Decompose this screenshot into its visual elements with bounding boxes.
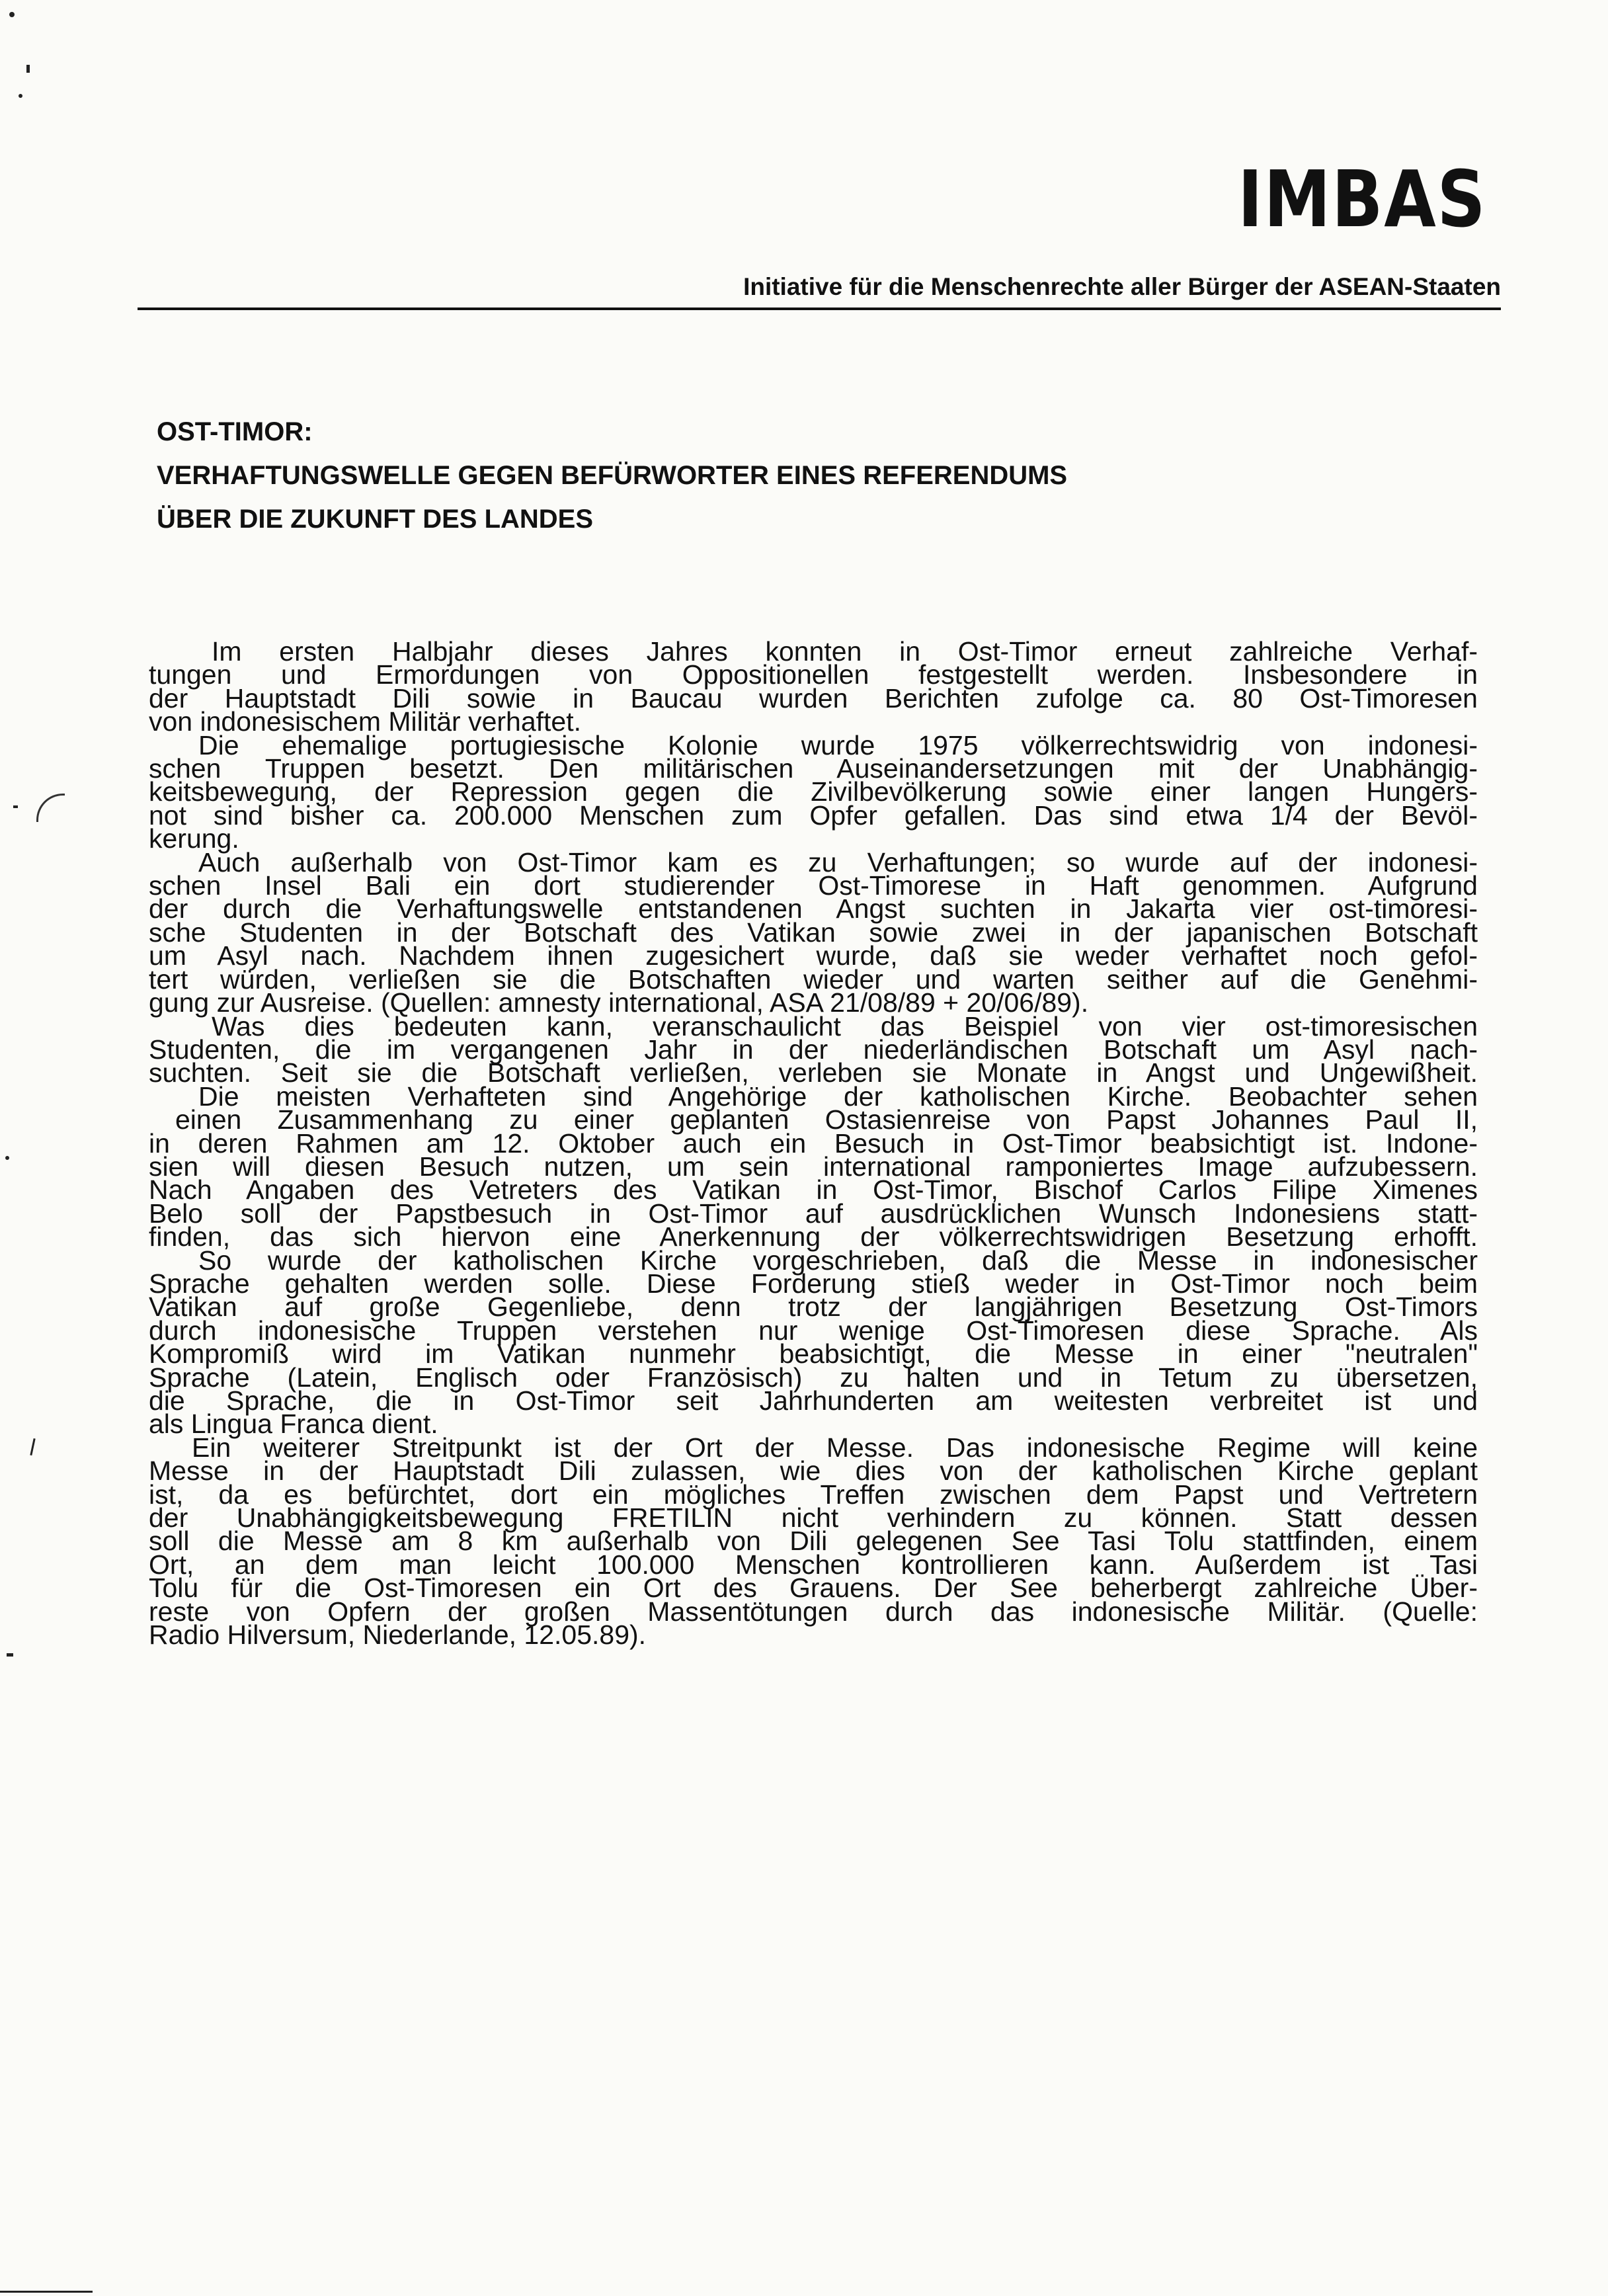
header-rule [138,308,1501,310]
body-line: Die meisten Verhafteten sind Angehörige der katholischen Kirche. Beobachter sehen [198,1081,1478,1112]
body-line: Was dies bedeuten kann, veranschaulicht das Beispiel von vier ost-timoresischen [212,1010,1478,1042]
body-line: sien will diesen Besuch nutzen, um sein international ramponiertes Image aufzubessern. [149,1151,1478,1182]
body-line: einen Zusammenhang zu einer geplanten Ostasienreise von Papst Johannes Paul II, [175,1104,1478,1135]
scan-speck [30,1438,35,1456]
body-line: not sind bisher ca. 200.000 Menschen zum Opfer gefallen. Das sind etwa 1/4 der Bevöl- [149,800,1478,831]
title-line: ÜBER DIE ZUKUNFT DES LANDES [157,505,594,534]
scan-edge [0,2291,93,2293]
body-line: Sprache gehalten werden solle. Diese Forderung stieß weder in Ost-Timor noch beim [149,1268,1478,1299]
body-line: Kompromiß wird im Vatikan nunmehr beabsichtigt, die Messe in einer "neutralen" [149,1338,1478,1370]
article-title [157,410,1413,541]
body-line: Im ersten Halbjahr dieses Jahres konnten in Ost-Timor erneut zahlreiche Verhaf- [212,636,1478,667]
organization-tagline: Initiative für die Menschenrechte aller Bürger der ASEAN-Staaten [743,273,1501,300]
body-line: soll die Messe am 8 km außerhalb von Dili gelegenen See Tasi Tolu stattfinden, einem [149,1526,1478,1557]
scan-speck [19,94,22,98]
body-line: die Sprache, die in Ost-Timor seit Jahrhunderten am weitesten verbreitet ist und [149,1385,1478,1416]
body-line: der durch die Verhaftungswelle entstandenen Angst suchten in Jakarta vier ost-timoresi- [149,893,1478,924]
body-line: Belo soll der Papstbesuch in Ost-Timor auf ausdrücklichen Wunsch Indonesiens statt- [149,1198,1478,1229]
body-line: von indonesischem Militär verhaftet. [149,706,582,737]
imbas-logo: IMBAS [1238,153,1487,245]
scan-speck [26,65,30,73]
body-line: als Lingua Franca dient. [149,1409,438,1440]
body-line: Vatikan auf große Gegenliebe, denn trotz der langjährigen Besetzung Ost-Timors [149,1292,1478,1323]
title-line: VERHAFTUNGSWELLE GEGEN BEFÜRWORTER EINES REFERENDUMS [157,461,1068,490]
body-line: schen Insel Bali ein dort studierender Ost-Timorese in Haft genommen. Aufgrund [149,870,1478,901]
body-line: Die ehemalige portugiesische Kolonie wurde 1975 völkerrechtswidrig von indonesi- [198,729,1478,760]
body-line: Ort, an dem man leicht 100.000 Menschen kontrollieren kann. Außerdem ist Tasi [149,1549,1478,1580]
body-line: Tolu für die Ost-Timoresen ein Ort des Grauens. Der See beherbergt zahlreiche Über- [149,1573,1478,1604]
body-line: suchten. Seit sie die Botschaft verließen, verleben sie Monate in Angst und Ungewißheit. [149,1057,1478,1088]
title-line: OST-TIMOR: [157,417,313,446]
body-line: Auch außerhalb von Ost-Timor kam es zu Verhaftungen; so wurde auf der indonesi- [198,846,1478,878]
body-line: sche Studenten in der Botschaft des Vatikan sowie zwei in der japanischen Botschaft [149,917,1478,948]
body-line: um Asyl nach. Nachdem ihnen zugesichert wurde, daß sie weder verhaftet noch gefol- [149,940,1478,971]
body-line: durch indonesische Truppen verstehen nur wenige Ost-Timoresen diese Sprache. Als [149,1315,1478,1346]
body-line: Sprache (Latein, Englisch oder Französisch) zu halten und in Tetum zu übersetzen, [149,1362,1478,1393]
body-line: finden, das sich hiervon eine Anerkennung der völkerrechtswidrigen Besetzung erhofft. [149,1221,1478,1252]
body-line: ist, da es befürchtet, dort ein mögliches Treffen zwischen dem Papst und Vertretern [149,1479,1478,1510]
body-line: tert würden, verließen sie die Botschaften wieder und warten seither auf die Genehmi- [149,964,1478,995]
body-line: So wurde der katholischen Kirche vorgeschrieben, daß die Messe in indonesischer [198,1245,1478,1276]
body-line: Ein weiterer Streitpunkt ist der Ort der Messe. Das indonesische Regime will keine [192,1432,1478,1463]
body-line: Radio Hilversum, Niederlande, 12.05.89). [149,1620,647,1651]
body-line: Nach Angaben des Vetreters des Vatikan in Ost-Timor, Bischof Carlos Filipe Ximenes [149,1174,1478,1206]
body-line: reste von Opfern der großen Massentötungen durch das indonesische Militär. (Quelle: [149,1596,1478,1627]
scan-speck [9,12,15,17]
body-line: Messe in der Hauptstadt Dili zulassen, wie dies von der katholischen Kirche geplant [149,1456,1478,1487]
body-line: tungen und Ermordungen von Oppositionellen festgestellt werden. Insbesondere in [149,659,1478,690]
body-line: der Unabhängigkeitsbewegung FRETILIN nicht verhindern zu können. Statt dessen [149,1502,1478,1534]
scan-speck [5,1156,9,1160]
scan-speck [13,805,18,808]
scan-mark [36,794,65,822]
article-body [149,636,1478,1651]
body-line: gung zur Ausreise. (Quellen: amnesty international, ASA 21/08/89 + 20/06/89). [149,987,1089,1018]
body-line: kerung. [149,823,239,854]
body-line: schen Truppen besetzt. Den militärischen Auseinandersetzungen mit der Unabhängig- [149,753,1478,784]
body-line: in deren Rahmen am 12. Oktober auch ein Besuch in Ost-Timor beabsichtigt ist. Indone- [149,1128,1478,1159]
body-line: der Hauptstadt Dili sowie in Baucau wurden Berichten zufolge ca. 80 Ost-Timoresen [149,682,1478,714]
body-line: Studenten, die im vergangenen Jahr in der niederländischen Botschaft um Asyl nach- [149,1034,1478,1065]
scan-speck [7,1653,13,1657]
body-line: keitsbewegung, der Repression gegen die Zivilbevölkerung sowie einer langen Hungers- [149,776,1478,807]
